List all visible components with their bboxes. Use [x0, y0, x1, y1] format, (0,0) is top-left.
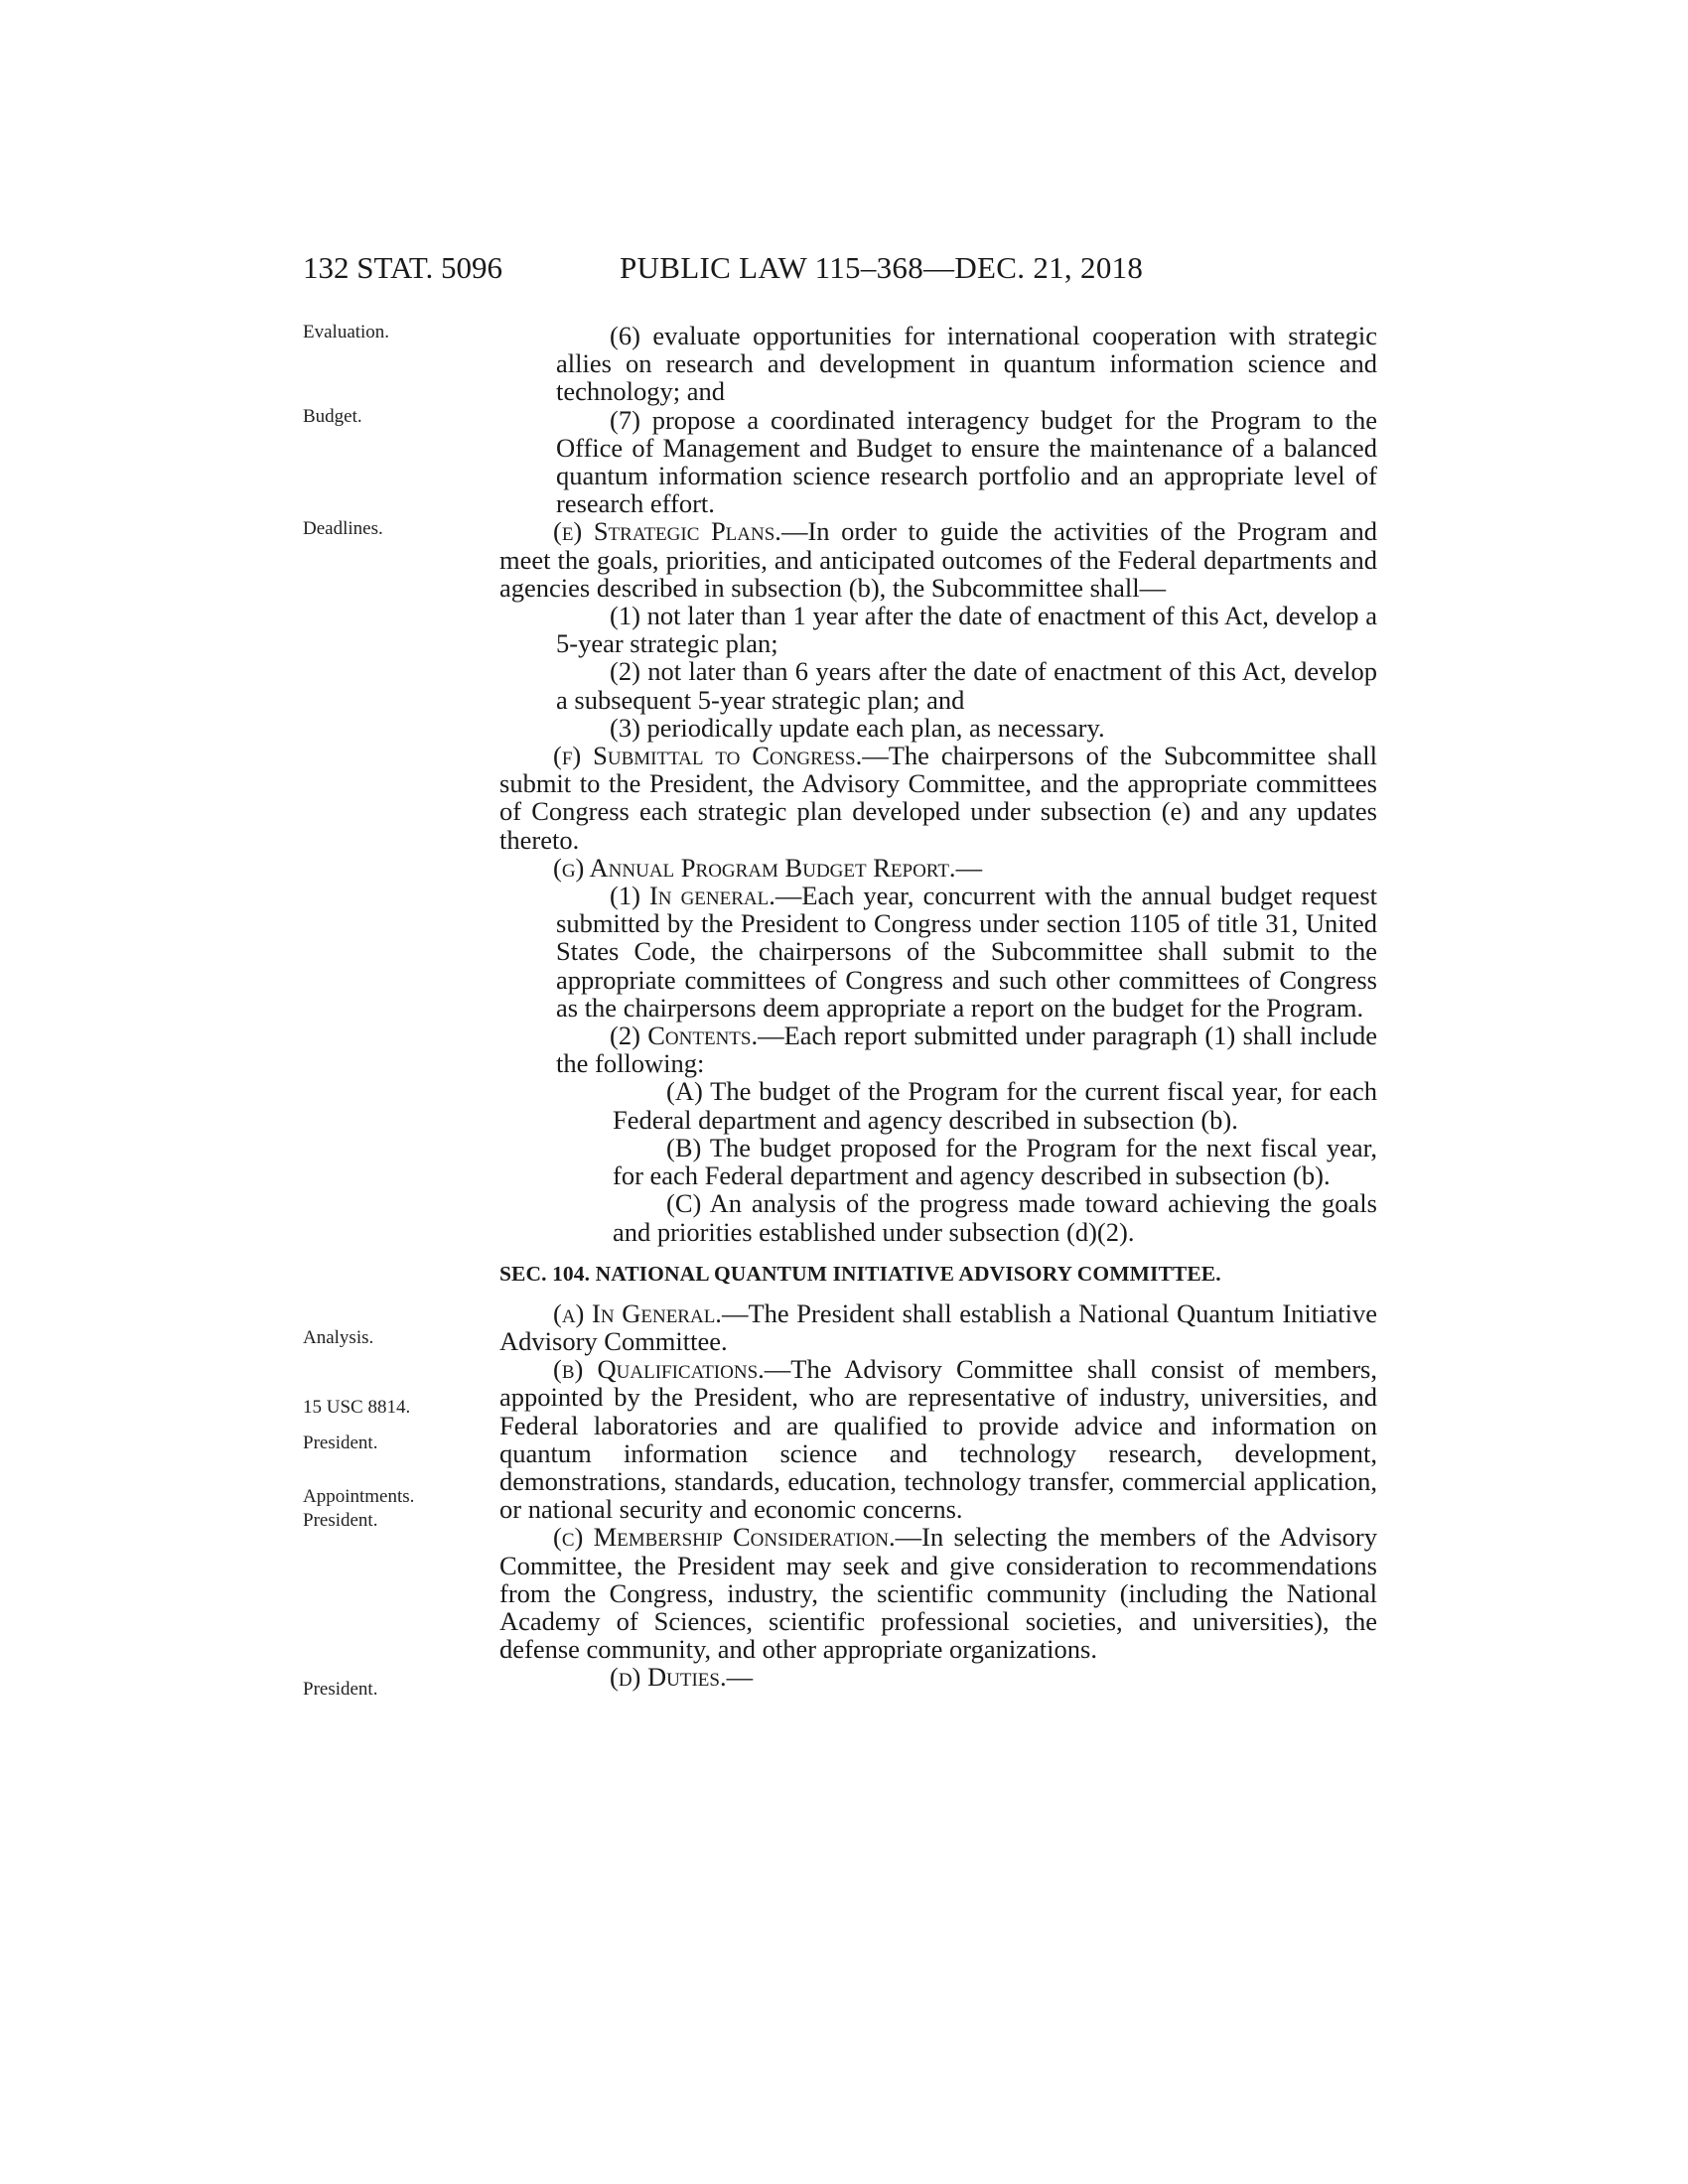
subsection-g: [499, 854, 1377, 882]
section-104-a-text: —The President shall establish a National Quantum Initiative Advisory Committee.: [499, 1297, 1377, 1356]
public-law-title: PUBLIC LAW 115–368—DEC. 21, 2018: [620, 250, 1144, 285]
margin-note-budget: Budget.: [303, 406, 362, 427]
section-104-d-dash: —: [726, 1662, 754, 1693]
margin-note-appointments: Appointments.: [303, 1486, 415, 1507]
margin-note-president-c: President.: [303, 1679, 378, 1700]
section-104-a-heading: (a) In General.: [553, 1297, 722, 1328]
paragraph-7: (7) propose a coordinated interagency budget for the Program to the Office of Management and Budget to ensure the maintenance of a balanced quantum information science research portfolio and an appropriate level of research effort.: [556, 404, 1377, 519]
subsection-g-2-B: (B) The budget proposed for the Program for the next fiscal year, for each Federal department and agency described in subsection (b).: [613, 1132, 1377, 1191]
subsection-g-heading: (g) Annual Program Budget Report.: [553, 852, 956, 883]
stat-citation: 132 STAT. 5096: [303, 250, 503, 285]
section-104-d: [499, 1663, 1377, 1691]
subsection-e-heading: (e) Strategic Plans.: [553, 516, 781, 547]
section-104-c-heading: (c) Membership Consideration.: [553, 1522, 896, 1553]
section-104-c: [499, 1523, 1377, 1663]
document-body: [499, 322, 1377, 1692]
subsection-f-heading: (f) Submittal to Congress.: [553, 741, 863, 771]
margin-note-deadlines: Deadlines.: [303, 518, 383, 539]
margin-note-president-a: President.: [303, 1433, 378, 1453]
page-header: [303, 250, 1380, 290]
section-104-b: [499, 1355, 1377, 1523]
subsection-g-dash: —: [955, 852, 983, 883]
margin-note-usc: 15 USC 8814.: [303, 1397, 411, 1418]
margin-note-evaluation: Evaluation.: [303, 322, 390, 342]
subsection-e-1: (1) not later than 1 year after the date of enactment of this Act, develop a 5-year strategic plan;: [556, 601, 1377, 659]
subsection-g-2-text: —Each report submitted under paragraph (1) shall include the following:: [556, 1021, 1377, 1079]
subsection-g-2-C: (C) An analysis of the progress made toward achieving the goals and priorities established under subsection (d)(2).: [613, 1188, 1377, 1247]
subsection-f-text: —The chairpersons of the Subcommittee shall submit to the President, the Advisory Committee, and the appropriate committees of Congress each strategic plan developed under subsection (e) and any updates thereto.: [499, 741, 1377, 855]
subsection-g-1-text: —Each year, concurrent with the annual budget request submitted by the President to Congress under section 1105 of title 31, United States Code, the chairpersons of the Subcommittee shall submit to the appropriate committees of Congress and such other committees of Congress as the chairpersons deem appropriate a report on the budget for the Program.: [556, 881, 1377, 1023]
subsection-g-2-heading: (2) Contents.: [610, 1021, 759, 1051]
paragraph-6: (6) evaluate opportunities for international cooperation with strategic allies on research and development in quantum information science and technology; and: [556, 321, 1377, 407]
subsection-g-2: [499, 1022, 1377, 1077]
section-104-a: [499, 1299, 1377, 1355]
section-104-c-text: —In selecting the members of the Advisory Committee, the President may seek and give consideration to recommendations from the Congress, industry, the scientific community (including the National Academy of Sciences, scientific professional societies, and universities), the defense community, and other appropriate organizations.: [499, 1522, 1377, 1665]
section-104-b-text: —The Advisory Committee shall consist of members, appointed by the President, who are representative of industry, universities, and Federal laboratories and are qualified to provide advice and information on quantum information science and technology research, development, demonstrations, standards, education, technology transfer, commercial application, or national security and economic concerns.: [499, 1354, 1377, 1525]
section-104-d-heading: (d) Duties.: [610, 1662, 727, 1693]
section-104-b-heading: (b) Qualifications.: [553, 1354, 765, 1385]
subsection-e-2: (2) not later than 6 years after the date of enactment of this Act, develop a subsequent 5-year strategic plan; and: [556, 656, 1377, 715]
subsection-e: [499, 517, 1377, 602]
margin-note-analysis: Analysis.: [303, 1327, 374, 1348]
subsection-g-2-A: (A) The budget of the Program for the current fiscal year, for each Federal department and agency described in subsection (b).: [613, 1076, 1377, 1135]
subsection-f: [499, 742, 1377, 854]
margin-note-president-b: President.: [303, 1510, 378, 1531]
subsection-e-text: —In order to guide the activities of the Program and meet the goals, priorities, and anticipated outcomes of the Federal departments and agencies described in subsection (b), the Subcommittee shall—: [499, 516, 1377, 603]
subsection-g-1: [499, 882, 1377, 1022]
subsection-g-1-heading: (1) In general.: [610, 881, 775, 911]
section-104-heading: SEC. 104. NATIONAL QUANTUM INITIATIVE ADVISORY COMMITTEE.: [499, 1261, 1221, 1286]
subsection-e-3: (3) periodically update each plan, as necessary.: [610, 712, 1105, 743]
